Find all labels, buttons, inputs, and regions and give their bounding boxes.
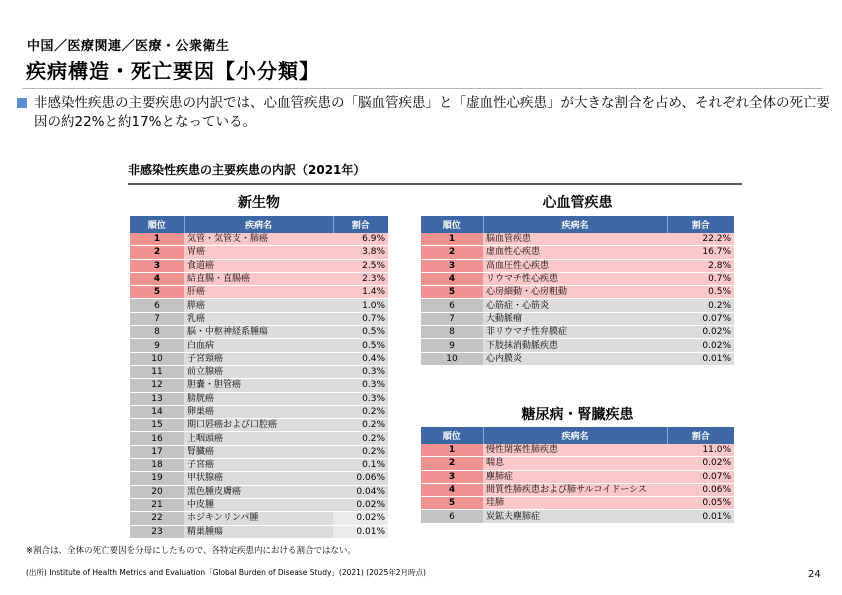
disease-name-cell: 気管・気管支・肺癌 (184, 233, 333, 246)
disease-name-cell: 喘息 (483, 457, 667, 470)
rank-cell: 3 (421, 470, 483, 483)
table-row (421, 233, 734, 246)
table-row (130, 459, 388, 472)
rank-cell: 18 (130, 459, 184, 472)
column-header-rate: 割合 (667, 216, 734, 233)
disease-name-cell: 上咽頭癌 (184, 432, 333, 445)
page-number: 24 (808, 569, 821, 580)
table-row (421, 326, 734, 339)
cardiovascular-table (421, 216, 734, 366)
table-row (421, 246, 734, 259)
rank-cell: 10 (130, 352, 184, 365)
rate-cell: 0.1% (333, 459, 388, 472)
summary-text: 非感染性疾患の主要疾患の内訳では、心血管疾患の「脳血管疾患」と「虚血性心疾患」が大きな割合を占め、それぞれ全体の死亡要因の約22%と約17%となっている。 (34, 95, 830, 130)
rate-cell: 2.3% (333, 272, 388, 285)
table-row (130, 259, 388, 272)
table-row (130, 485, 388, 498)
rate-cell: 0.02% (667, 326, 734, 339)
rank-cell: 7 (421, 312, 483, 325)
disease-name-cell: 黒色腫皮膚癌 (184, 485, 333, 498)
disease-name-cell: 虚血性心疾患 (483, 246, 667, 259)
rank-cell: 2 (130, 246, 184, 259)
table-row (130, 312, 388, 325)
rank-cell: 2 (421, 246, 483, 259)
disease-name-cell: 炭鉱夫塵肺症 (483, 510, 667, 523)
column-header-rank: 順位 (421, 216, 483, 233)
rate-cell: 0.7% (333, 312, 388, 325)
table-row (421, 444, 734, 457)
table-row (421, 259, 734, 272)
table-row (421, 339, 734, 352)
rank-cell: 5 (421, 497, 483, 510)
rank-cell: 5 (421, 286, 483, 299)
rate-cell: 0.02% (667, 339, 734, 352)
rate-cell: 0.5% (667, 286, 734, 299)
disease-name-cell: 膀胱癌 (184, 392, 333, 405)
table-row (130, 233, 388, 246)
rank-cell: 1 (421, 444, 483, 457)
rate-cell: 0.5% (333, 339, 388, 352)
rate-cell: 3.8% (333, 246, 388, 259)
table-row (130, 472, 388, 485)
rate-cell: 0.01% (333, 525, 388, 538)
rate-cell: 0.02% (333, 498, 388, 511)
disease-name-cell: 高血圧性心疾患 (483, 259, 667, 272)
rank-cell: 17 (130, 445, 184, 458)
table-row (421, 272, 734, 285)
table-row (130, 365, 388, 378)
rank-cell: 9 (130, 339, 184, 352)
table-row (130, 326, 388, 339)
rate-cell: 0.2% (333, 419, 388, 432)
rate-cell: 0.2% (667, 299, 734, 312)
column-header-rank: 順位 (130, 216, 184, 233)
table-row (130, 379, 388, 392)
disease-name-cell: 前立腺癌 (184, 365, 333, 378)
rank-cell: 6 (130, 299, 184, 312)
rate-cell: 0.07% (667, 312, 734, 325)
page-title: 疾病構造・死亡要因【小分類】 (26, 59, 320, 83)
table-row (130, 525, 388, 538)
bullet-square-icon (17, 98, 27, 108)
rate-cell: 0.3% (333, 365, 388, 378)
rank-cell: 6 (421, 510, 483, 523)
disease-name-cell: 心房細動・心房粗動 (483, 286, 667, 299)
disease-name-cell: 精巣腫瘍 (184, 525, 333, 538)
disease-name-cell: ホジキンリンパ腫 (184, 512, 333, 525)
rank-cell: 10 (421, 352, 483, 365)
rate-cell: 0.02% (333, 512, 388, 525)
rank-cell: 1 (421, 233, 483, 246)
disease-name-cell: 子宮癌 (184, 459, 333, 472)
disease-name-cell: 食道癌 (184, 259, 333, 272)
rank-cell: 2 (421, 457, 483, 470)
disease-name-cell: 下肢抹消動脈疾患 (483, 339, 667, 352)
table-row (130, 512, 388, 525)
disease-name-cell: 期口唇癌および口腔癌 (184, 419, 333, 432)
disease-name-cell: 心筋症・心筋炎 (483, 299, 667, 312)
rank-cell: 6 (421, 299, 483, 312)
disease-name-cell: 脳血管疾患 (483, 233, 667, 246)
table-row (130, 392, 388, 405)
rate-cell: 16.7% (667, 246, 734, 259)
disease-name-cell: 中皮腫 (184, 498, 333, 511)
disease-name-cell: 心内膜炎 (483, 352, 667, 365)
table-row (421, 286, 734, 299)
rank-cell: 8 (130, 326, 184, 339)
disease-name-cell: 白血病 (184, 339, 333, 352)
rank-cell: 9 (421, 339, 483, 352)
rate-cell: 0.05% (667, 497, 734, 510)
disease-name-cell: 大動脈瘤 (483, 312, 667, 325)
rate-cell: 6.9% (333, 233, 388, 246)
rate-cell: 0.06% (667, 483, 734, 496)
table-row (130, 286, 388, 299)
disease-name-cell: 結直腸・直腸癌 (184, 272, 333, 285)
rank-cell: 7 (130, 312, 184, 325)
rate-cell: 1.0% (333, 299, 388, 312)
rate-cell: 0.01% (667, 510, 734, 523)
rank-cell: 4 (421, 483, 483, 496)
table-row (421, 470, 734, 483)
diabetes-kidney-table-title: 糖尿病・腎臓疾患 (521, 407, 634, 423)
rank-cell: 11 (130, 365, 184, 378)
table-row (130, 352, 388, 365)
rank-cell: 20 (130, 485, 184, 498)
table-row (130, 419, 388, 432)
table-row (130, 272, 388, 285)
rate-cell: 0.04% (333, 485, 388, 498)
table-row (130, 432, 388, 445)
rate-cell: 11.0% (667, 444, 734, 457)
rank-cell: 16 (130, 432, 184, 445)
title-divider (22, 88, 822, 89)
column-header-rate: 割合 (333, 216, 388, 233)
rate-cell: 0.2% (333, 445, 388, 458)
neoplasms-table (130, 216, 388, 539)
rate-cell: 0.5% (333, 326, 388, 339)
disease-name-cell: 子宮頸癌 (184, 352, 333, 365)
rate-cell: 0.3% (333, 379, 388, 392)
disease-name-cell: 塵肺症 (483, 470, 667, 483)
diabetes-kidney-table (421, 427, 734, 524)
disease-name-cell: 非リウマチ性弁膜症 (483, 326, 667, 339)
rate-cell: 0.07% (667, 470, 734, 483)
footnote: ※割合は、全体の死亡要因を分母にしたもので、各特定疾患内における割合ではない。 (26, 546, 356, 556)
table-row (130, 339, 388, 352)
table-row (421, 312, 734, 325)
neoplasms-table-title: 新生物 (238, 195, 280, 211)
column-header-rate: 割合 (667, 427, 734, 444)
rate-cell: 0.2% (333, 432, 388, 445)
table-row (421, 457, 734, 470)
table-row (421, 510, 734, 523)
rank-cell: 1 (130, 233, 184, 246)
rank-cell: 3 (130, 259, 184, 272)
rate-cell: 0.7% (667, 272, 734, 285)
rank-cell: 15 (130, 419, 184, 432)
rank-cell: 13 (130, 392, 184, 405)
breadcrumb: 中国／医療関連／医療・公衆衛生 (27, 39, 230, 54)
rank-cell: 4 (421, 272, 483, 285)
table-row (130, 299, 388, 312)
disease-name-cell: 脳・中枢神経系腫瘍 (184, 326, 333, 339)
disease-name-cell: 胃癌 (184, 246, 333, 259)
disease-name-cell: 慢性閉塞性肺疾患 (483, 444, 667, 457)
rank-cell: 12 (130, 379, 184, 392)
rate-cell: 0.3% (333, 392, 388, 405)
rate-cell: 22.2% (667, 233, 734, 246)
rate-cell: 0.01% (667, 352, 734, 365)
disease-name-cell: 腎臓癌 (184, 445, 333, 458)
rank-cell: 22 (130, 512, 184, 525)
rate-cell: 0.02% (667, 457, 734, 470)
table-row (421, 497, 734, 510)
table-row (421, 299, 734, 312)
rate-cell: 2.8% (667, 259, 734, 272)
rank-cell: 5 (130, 286, 184, 299)
section-title: 非感染性疾患の主要疾患の内訳（2021年） (128, 163, 366, 177)
rate-cell: 2.5% (333, 259, 388, 272)
rank-cell: 19 (130, 472, 184, 485)
rank-cell: 3 (421, 259, 483, 272)
rate-cell: 0.06% (333, 472, 388, 485)
table-row (421, 352, 734, 365)
disease-name-cell: 胆嚢・胆管癌 (184, 379, 333, 392)
cardiovascular-table-title: 心血管疾患 (542, 195, 613, 211)
section-divider (128, 183, 742, 185)
rank-cell: 14 (130, 405, 184, 418)
disease-name-cell: リウマチ性心疾患 (483, 272, 667, 285)
disease-name-cell: 乳癌 (184, 312, 333, 325)
disease-name-cell: 珪肺 (483, 497, 667, 510)
disease-name-cell: 甲状腺癌 (184, 472, 333, 485)
rate-cell: 0.4% (333, 352, 388, 365)
rate-cell: 1.4% (333, 286, 388, 299)
disease-name-cell: 間質性肺疾患および肺サルコイドーシス (483, 483, 667, 496)
table-row (130, 246, 388, 259)
column-header-name: 疾病名 (184, 216, 333, 233)
column-header-name: 疾病名 (483, 216, 667, 233)
rank-cell: 8 (421, 326, 483, 339)
column-header-name: 疾病名 (483, 427, 667, 444)
disease-name-cell: 膵癌 (184, 299, 333, 312)
table-row (130, 445, 388, 458)
rank-cell: 4 (130, 272, 184, 285)
rate-cell: 0.2% (333, 405, 388, 418)
rank-cell: 21 (130, 498, 184, 511)
column-header-rank: 順位 (421, 427, 483, 444)
rank-cell: 23 (130, 525, 184, 538)
table-row (130, 405, 388, 418)
disease-name-cell: 肝癌 (184, 286, 333, 299)
source-citation: (出所) Institute of Health Metrics and Evaluation「Global Burden of Disease Study」(2021) (2025年2月時点) (26, 568, 426, 577)
disease-name-cell: 卵巣癌 (184, 405, 333, 418)
table-row (130, 498, 388, 511)
table-row (421, 483, 734, 496)
